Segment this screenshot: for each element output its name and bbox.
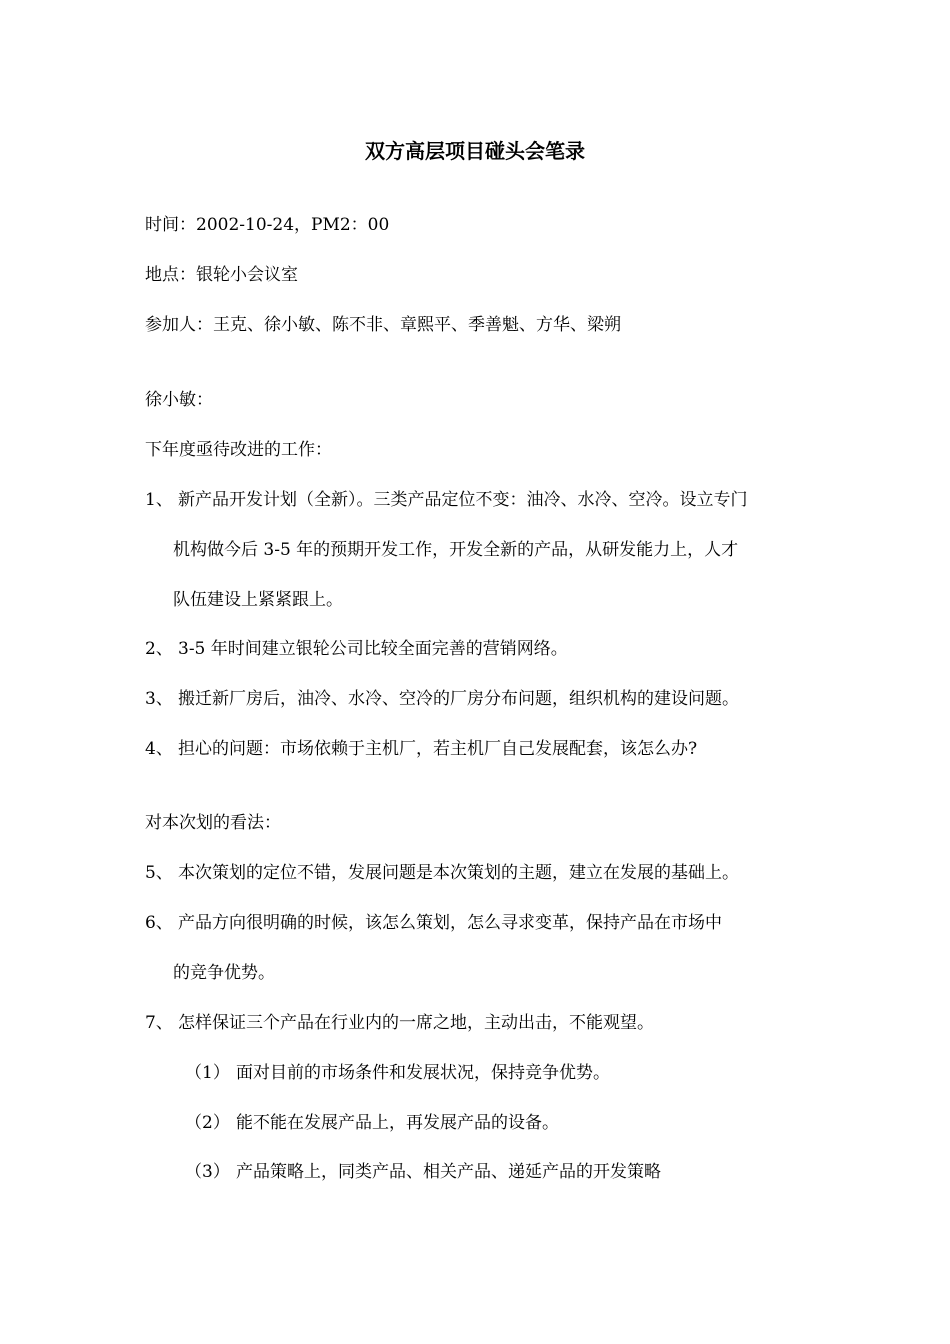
list-item-text: 担心的问题：市场依赖于主机厂，若主机厂自己发展配套，该怎么办? (178, 739, 698, 759)
list-item-text: 产品方向很明确的时候，该怎么策划，怎么寻求变革，保持产品在市场中 (178, 913, 722, 933)
list-item-text: 搬迁新厂房后，油冷、水冷、空冷的厂房分布问题，组织机构的建设问题。 (178, 689, 739, 709)
list-item-number: 2、 (145, 639, 173, 659)
list-item-text: 新产品开发计划（全新）。三类产品定位不变：油冷、水冷、空冷。设立专门 (178, 490, 748, 510)
list-item-number: 7、 (145, 1013, 173, 1033)
list-item-continuation: 的竞争优势。 (173, 963, 275, 983)
list-item-continuation: 队伍建设上紧紧跟上。 (173, 590, 343, 610)
list-item-number: 1、 (145, 490, 173, 510)
sub-list-item-text: 面对目前的市场条件和发展状况，保持竞争优势。 (236, 1063, 610, 1083)
list-item-number: 5、 (145, 863, 173, 883)
sub-list-item-text: 能不能在发展产品上，再发展产品的设备。 (236, 1113, 559, 1133)
sub-list-item-number: （1） (185, 1063, 230, 1083)
sub-list-item-number: （2） (185, 1113, 230, 1133)
list-item-text: 怎样保证三个产品在行业内的一席之地，主动出击，不能观望。 (178, 1013, 654, 1033)
list-item-number: 6、 (145, 913, 173, 933)
list-item-continuation: 机构做今后 3-5 年的预期开发工作，开发全新的产品，从研发能力上，人才 (173, 540, 739, 560)
sub-list-item-number: （3） (185, 1162, 230, 1182)
list-item-number: 4、 (145, 739, 173, 759)
meeting-location: 地点：银轮小会议室 (145, 265, 298, 285)
section-heading-improvements: 下年度亟待改进的工作： (145, 440, 332, 460)
sub-list-item-text: 产品策略上，同类产品、相关产品、递延产品的开发策略 (236, 1162, 661, 1182)
list-item-number: 3、 (145, 689, 173, 709)
section-heading-opinions: 对本次划的看法： (145, 813, 281, 833)
speaker-name: 徐小敏： (145, 390, 213, 410)
document-title: 双方高层项目碰头会笔录 (365, 139, 585, 163)
meeting-attendees: 参加人：王克、徐小敏、陈不非、章熙平、季善魁、方华、梁朔 (145, 315, 621, 335)
list-item-text: 本次策划的定位不错，发展问题是本次策划的主题，建立在发展的基础上。 (178, 863, 739, 883)
list-item-text: 3-5 年时间建立银轮公司比较全面完善的营销网络。 (178, 639, 568, 659)
meeting-time: 时间：2002-10-24，PM2：00 (145, 215, 390, 235)
